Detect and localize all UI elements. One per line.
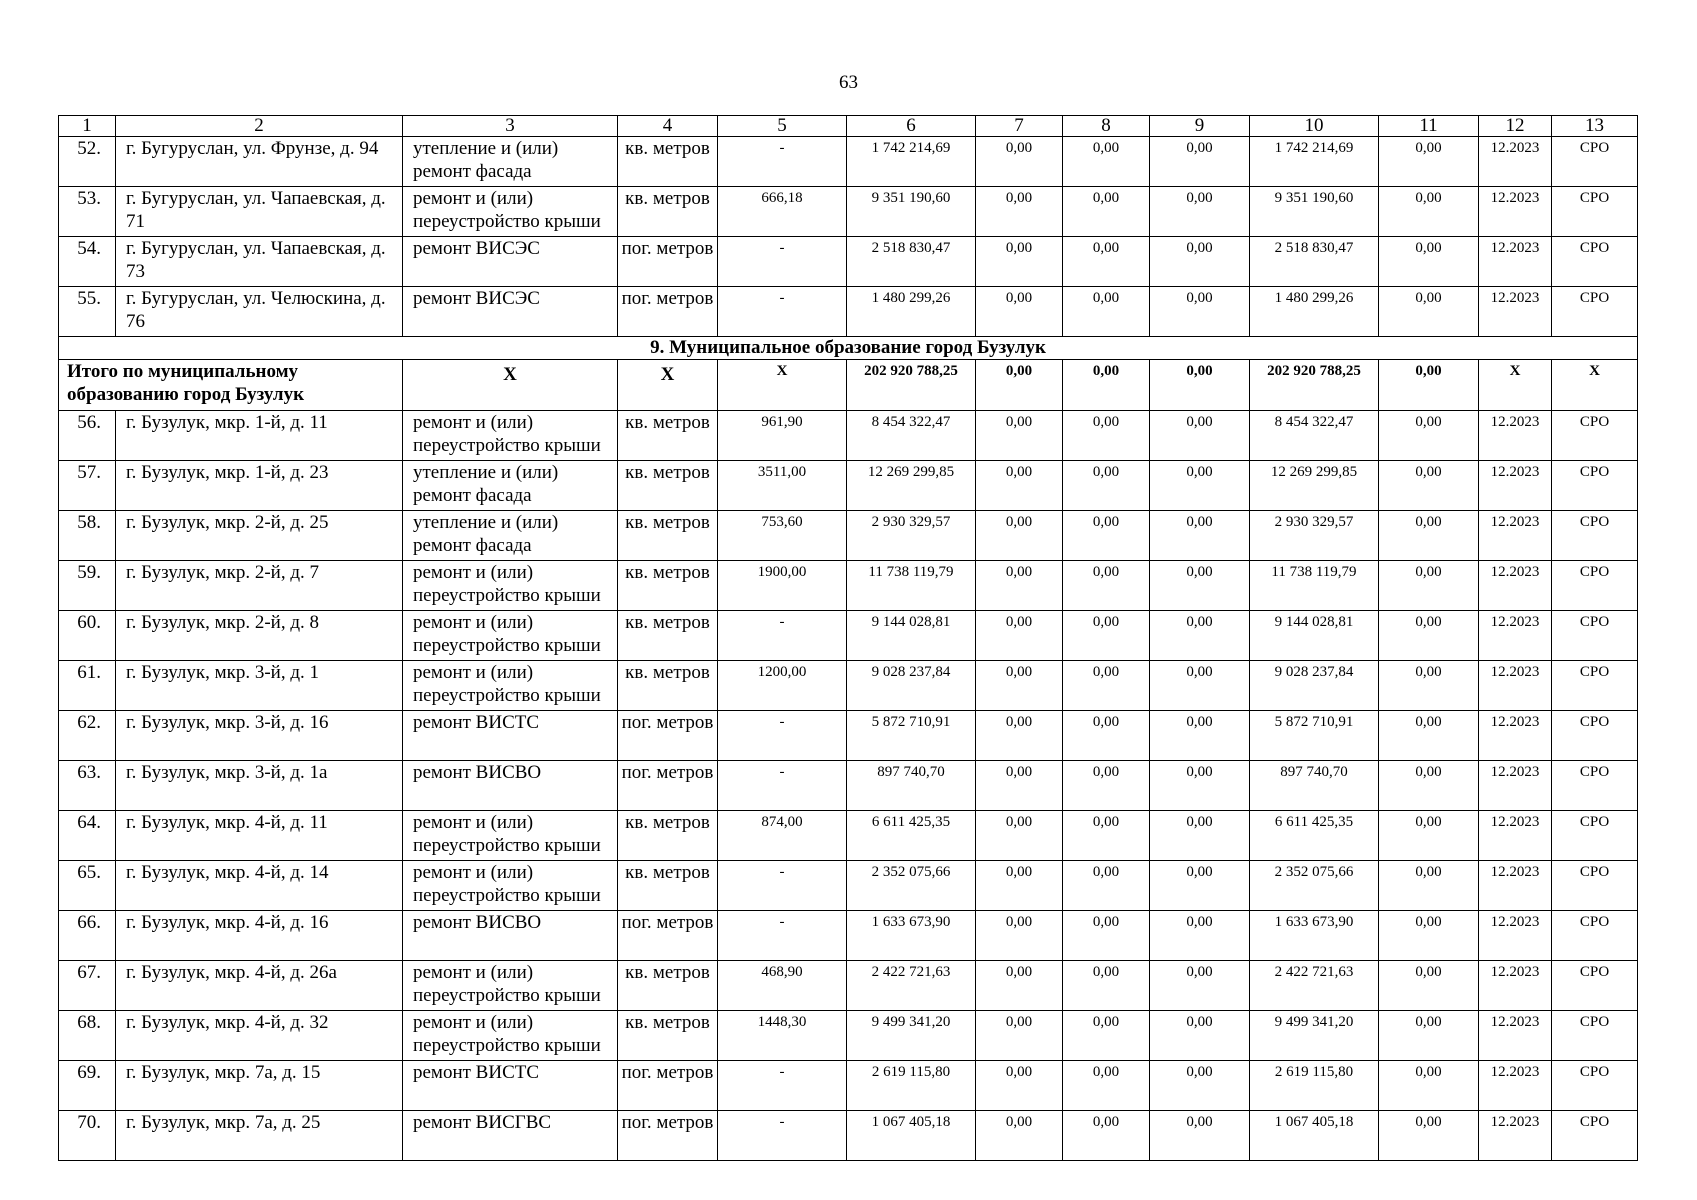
value-cell: 0,00 xyxy=(1150,511,1250,561)
method-cell: СРО xyxy=(1552,1061,1638,1111)
value-cell: 0,00 xyxy=(1379,511,1479,561)
method-cell: СРО xyxy=(1552,137,1638,187)
work-type-cell: утепление и (или) ремонт фасада xyxy=(403,137,618,187)
fund-cost-cell: 2 930 329,57 xyxy=(1250,511,1379,561)
method-cell: СРО xyxy=(1552,287,1638,337)
table-row xyxy=(59,561,1638,611)
total-fund-cell: 202 920 788,25 xyxy=(1250,360,1379,411)
column-number: 10 xyxy=(1250,116,1379,137)
column-number: 7 xyxy=(976,116,1063,137)
deadline-cell: 12.2023 xyxy=(1479,1011,1552,1061)
deadline-cell: 12.2023 xyxy=(1479,961,1552,1011)
value-cell: 0,00 xyxy=(1063,137,1150,187)
address-cell: г. Бузулук, мкр. 3-й, д. 1 xyxy=(116,661,403,711)
row-number: 55. xyxy=(59,287,116,337)
value-cell: 0,00 xyxy=(1150,861,1250,911)
total-cost-cell: 2 422 721,63 xyxy=(847,961,976,1011)
total-cost-cell: 897 740,70 xyxy=(847,761,976,811)
column-number: 2 xyxy=(116,116,403,137)
column-number: 11 xyxy=(1379,116,1479,137)
quantity-cell: - xyxy=(718,287,847,337)
value-cell: 0,00 xyxy=(1063,811,1150,861)
total-cost-cell: 9 499 341,20 xyxy=(847,1011,976,1061)
deadline-cell: 12.2023 xyxy=(1479,287,1552,337)
fund-cost-cell: 5 872 710,91 xyxy=(1250,711,1379,761)
deadline-cell: 12.2023 xyxy=(1479,187,1552,237)
work-type-cell: ремонт и (или) переустройство крыши xyxy=(403,561,618,611)
table-row xyxy=(59,861,1638,911)
quantity-cell: - xyxy=(718,761,847,811)
address-cell: г. Бузулук, мкр. 2-й, д. 25 xyxy=(116,511,403,561)
total-cost-cell: 9 144 028,81 xyxy=(847,611,976,661)
value-cell: 0,00 xyxy=(1150,611,1250,661)
quantity-cell: 874,00 xyxy=(718,811,847,861)
address-cell: г. Бузулук, мкр. 4-й, д. 26а xyxy=(116,961,403,1011)
fund-cost-cell: 6 611 425,35 xyxy=(1250,811,1379,861)
total-cost-cell: 5 872 710,91 xyxy=(847,711,976,761)
value-cell: 0,00 xyxy=(976,961,1063,1011)
value-cell: 0,00 xyxy=(976,137,1063,187)
row-number: 70. xyxy=(59,1111,116,1161)
value-cell: 0,00 xyxy=(976,761,1063,811)
method-cell: СРО xyxy=(1552,761,1638,811)
address-cell: г. Бугуруслан, ул. Челюскина, д. 76 xyxy=(116,287,403,337)
total-row xyxy=(59,360,1638,411)
quantity-cell: 1448,30 xyxy=(718,1011,847,1061)
value-cell: 0,00 xyxy=(1379,411,1479,461)
work-type-cell: ремонт и (или) переустройство крыши xyxy=(403,611,618,661)
column-number: 5 xyxy=(718,116,847,137)
column-number: 8 xyxy=(1063,116,1150,137)
column-number: 9 xyxy=(1150,116,1250,137)
row-number: 52. xyxy=(59,137,116,187)
value-cell: 0,00 xyxy=(1063,961,1150,1011)
total-cost-cell: 1 742 214,69 xyxy=(847,137,976,187)
value-cell: 0,00 xyxy=(1063,661,1150,711)
value-cell: 0,00 xyxy=(1150,411,1250,461)
row-number: 64. xyxy=(59,811,116,861)
section-row xyxy=(59,337,1638,360)
value-cell: 0,00 xyxy=(976,711,1063,761)
row-number: 58. xyxy=(59,511,116,561)
deadline-cell: 12.2023 xyxy=(1479,911,1552,961)
method-cell: СРО xyxy=(1552,911,1638,961)
table-row xyxy=(59,711,1638,761)
work-type-cell: ремонт ВИСГВС xyxy=(403,1111,618,1161)
value-cell: 0,00 xyxy=(1379,137,1479,187)
value-cell: 0,00 xyxy=(1379,237,1479,287)
value-cell: 0,00 xyxy=(1379,761,1479,811)
column-number: 3 xyxy=(403,116,618,137)
value-cell: 0,00 xyxy=(1063,187,1150,237)
work-type-cell: ремонт ВИСЭС xyxy=(403,287,618,337)
unit-cell: кв. метров xyxy=(618,611,718,661)
fund-cost-cell: 897 740,70 xyxy=(1250,761,1379,811)
deadline-cell: 12.2023 xyxy=(1479,237,1552,287)
fund-cost-cell: 2 518 830,47 xyxy=(1250,237,1379,287)
address-cell: г. Бузулук, мкр. 2-й, д. 7 xyxy=(116,561,403,611)
total-value-cell: 0,00 xyxy=(1063,360,1150,411)
unit-cell: кв. метров xyxy=(618,661,718,711)
quantity-cell: - xyxy=(718,711,847,761)
method-cell: СРО xyxy=(1552,611,1638,661)
table-row xyxy=(59,1111,1638,1161)
total-x-cell: Х xyxy=(618,360,718,411)
unit-cell: пог. метров xyxy=(618,711,718,761)
row-number: 53. xyxy=(59,187,116,237)
table-row xyxy=(59,237,1638,287)
deadline-cell: 12.2023 xyxy=(1479,611,1552,661)
repair-program-table xyxy=(58,115,1638,1161)
value-cell: 0,00 xyxy=(1379,561,1479,611)
fund-cost-cell: 1 067 405,18 xyxy=(1250,1111,1379,1161)
fund-cost-cell: 2 422 721,63 xyxy=(1250,961,1379,1011)
value-cell: 0,00 xyxy=(1379,1061,1479,1111)
address-cell: г. Бугуруслан, ул. Фрунзе, д. 94 xyxy=(116,137,403,187)
work-type-cell: ремонт ВИСТС xyxy=(403,711,618,761)
method-cell: СРО xyxy=(1552,811,1638,861)
total-cost-cell: 1 633 673,90 xyxy=(847,911,976,961)
value-cell: 0,00 xyxy=(976,1061,1063,1111)
work-type-cell: ремонт и (или) переустройство крыши xyxy=(403,411,618,461)
value-cell: 0,00 xyxy=(1063,711,1150,761)
value-cell: 0,00 xyxy=(1379,911,1479,961)
table-row xyxy=(59,661,1638,711)
value-cell: 0,00 xyxy=(976,237,1063,287)
column-number: 6 xyxy=(847,116,976,137)
value-cell: 0,00 xyxy=(1063,287,1150,337)
unit-cell: кв. метров xyxy=(618,137,718,187)
work-type-cell: ремонт и (или) переустройство крыши xyxy=(403,811,618,861)
deadline-cell: 12.2023 xyxy=(1479,1111,1552,1161)
value-cell: 0,00 xyxy=(1379,711,1479,761)
quantity-cell: 1200,00 xyxy=(718,661,847,711)
table-row xyxy=(59,511,1638,561)
row-number: 67. xyxy=(59,961,116,1011)
fund-cost-cell: 12 269 299,85 xyxy=(1250,461,1379,511)
value-cell: 0,00 xyxy=(1379,861,1479,911)
fund-cost-cell: 1 480 299,26 xyxy=(1250,287,1379,337)
unit-cell: кв. метров xyxy=(618,961,718,1011)
work-type-cell: утепление и (или) ремонт фасада xyxy=(403,511,618,561)
unit-cell: пог. метров xyxy=(618,761,718,811)
unit-cell: пог. метров xyxy=(618,287,718,337)
value-cell: 0,00 xyxy=(1379,1111,1479,1161)
total-cost-cell: 9 351 190,60 xyxy=(847,187,976,237)
deadline-cell: 12.2023 xyxy=(1479,137,1552,187)
unit-cell: кв. метров xyxy=(618,187,718,237)
column-number: 12 xyxy=(1479,116,1552,137)
address-cell: г. Бузулук, мкр. 4-й, д. 16 xyxy=(116,911,403,961)
value-cell: 0,00 xyxy=(1150,137,1250,187)
total-cost-cell: 12 269 299,85 xyxy=(847,461,976,511)
total-x-cell: Х xyxy=(718,360,847,411)
value-cell: 0,00 xyxy=(1063,911,1150,961)
unit-cell: кв. метров xyxy=(618,1011,718,1061)
total-cost-cell: 11 738 119,79 xyxy=(847,561,976,611)
method-cell: СРО xyxy=(1552,861,1638,911)
method-cell: СРО xyxy=(1552,1011,1638,1061)
method-cell: СРО xyxy=(1552,411,1638,461)
value-cell: 0,00 xyxy=(1063,411,1150,461)
value-cell: 0,00 xyxy=(1150,1111,1250,1161)
unit-cell: кв. метров xyxy=(618,811,718,861)
table-row xyxy=(59,187,1638,237)
deadline-cell: 12.2023 xyxy=(1479,411,1552,461)
value-cell: 0,00 xyxy=(1150,961,1250,1011)
address-cell: г. Бузулук, мкр. 2-й, д. 8 xyxy=(116,611,403,661)
table-row xyxy=(59,811,1638,861)
column-number: 13 xyxy=(1552,116,1638,137)
total-cost-cell: 6 611 425,35 xyxy=(847,811,976,861)
row-number: 59. xyxy=(59,561,116,611)
total-cost-cell: 9 028 237,84 xyxy=(847,661,976,711)
quantity-cell: 468,90 xyxy=(718,961,847,1011)
value-cell: 0,00 xyxy=(1150,187,1250,237)
unit-cell: пог. метров xyxy=(618,1111,718,1161)
quantity-cell: 1900,00 xyxy=(718,561,847,611)
table-row xyxy=(59,961,1638,1011)
column-number-header-row xyxy=(59,116,1638,137)
quantity-cell: - xyxy=(718,1111,847,1161)
deadline-cell: 12.2023 xyxy=(1479,461,1552,511)
address-cell: г. Бузулук, мкр. 3-й, д. 1а xyxy=(116,761,403,811)
value-cell: 0,00 xyxy=(1063,861,1150,911)
fund-cost-cell: 8 454 322,47 xyxy=(1250,411,1379,461)
value-cell: 0,00 xyxy=(1379,461,1479,511)
table-row xyxy=(59,461,1638,511)
table-row xyxy=(59,761,1638,811)
deadline-cell: 12.2023 xyxy=(1479,561,1552,611)
total-x-cell: Х xyxy=(1552,360,1638,411)
fund-cost-cell: 11 738 119,79 xyxy=(1250,561,1379,611)
quantity-cell: - xyxy=(718,611,847,661)
deadline-cell: 12.2023 xyxy=(1479,661,1552,711)
value-cell: 0,00 xyxy=(1150,461,1250,511)
value-cell: 0,00 xyxy=(1379,611,1479,661)
value-cell: 0,00 xyxy=(1063,237,1150,287)
value-cell: 0,00 xyxy=(1150,661,1250,711)
quantity-cell: 3511,00 xyxy=(718,461,847,511)
value-cell: 0,00 xyxy=(976,287,1063,337)
value-cell: 0,00 xyxy=(1150,1011,1250,1061)
value-cell: 0,00 xyxy=(976,511,1063,561)
work-type-cell: ремонт и (или) переустройство крыши xyxy=(403,861,618,911)
value-cell: 0,00 xyxy=(976,1011,1063,1061)
unit-cell: пог. метров xyxy=(618,1061,718,1111)
deadline-cell: 12.2023 xyxy=(1479,811,1552,861)
work-type-cell: ремонт ВИСТС xyxy=(403,1061,618,1111)
value-cell: 0,00 xyxy=(976,661,1063,711)
total-x-cell: Х xyxy=(1479,360,1552,411)
unit-cell: пог. метров xyxy=(618,911,718,961)
row-number: 65. xyxy=(59,861,116,911)
value-cell: 0,00 xyxy=(1150,237,1250,287)
total-cost-cell: 2 930 329,57 xyxy=(847,511,976,561)
value-cell: 0,00 xyxy=(1379,187,1479,237)
value-cell: 0,00 xyxy=(1150,811,1250,861)
total-cost-cell: 1 480 299,26 xyxy=(847,287,976,337)
value-cell: 0,00 xyxy=(1150,761,1250,811)
address-cell: г. Бузулук, мкр. 1-й, д. 11 xyxy=(116,411,403,461)
value-cell: 0,00 xyxy=(1063,561,1150,611)
work-type-cell: ремонт ВИСЭС xyxy=(403,237,618,287)
value-cell: 0,00 xyxy=(1150,911,1250,961)
address-cell: г. Бузулук, мкр. 4-й, д. 32 xyxy=(116,1011,403,1061)
row-number: 60. xyxy=(59,611,116,661)
value-cell: 0,00 xyxy=(1063,1111,1150,1161)
column-number: 4 xyxy=(618,116,718,137)
deadline-cell: 12.2023 xyxy=(1479,711,1552,761)
value-cell: 0,00 xyxy=(1379,961,1479,1011)
column-number: 1 xyxy=(59,116,116,137)
method-cell: СРО xyxy=(1552,561,1638,611)
unit-cell: пог. метров xyxy=(618,237,718,287)
table-row xyxy=(59,611,1638,661)
unit-cell: кв. метров xyxy=(618,561,718,611)
fund-cost-cell: 9 144 028,81 xyxy=(1250,611,1379,661)
table-row xyxy=(59,137,1638,187)
work-type-cell: ремонт и (или) переустройство крыши xyxy=(403,661,618,711)
value-cell: 0,00 xyxy=(976,611,1063,661)
value-cell: 0,00 xyxy=(976,187,1063,237)
row-number: 68. xyxy=(59,1011,116,1061)
total-cost-cell: 8 454 322,47 xyxy=(847,411,976,461)
value-cell: 0,00 xyxy=(1150,711,1250,761)
fund-cost-cell: 2 619 115,80 xyxy=(1250,1061,1379,1111)
fund-cost-cell: 9 028 237,84 xyxy=(1250,661,1379,711)
method-cell: СРО xyxy=(1552,237,1638,287)
value-cell: 0,00 xyxy=(1150,287,1250,337)
address-cell: г. Бузулук, мкр. 7а, д. 15 xyxy=(116,1061,403,1111)
value-cell: 0,00 xyxy=(976,861,1063,911)
row-number: 56. xyxy=(59,411,116,461)
method-cell: СРО xyxy=(1552,961,1638,1011)
total-cost-cell: 2 518 830,47 xyxy=(847,237,976,287)
row-number: 62. xyxy=(59,711,116,761)
work-type-cell: ремонт и (или) переустройство крыши xyxy=(403,187,618,237)
value-cell: 0,00 xyxy=(1150,561,1250,611)
value-cell: 0,00 xyxy=(1063,511,1150,561)
quantity-cell: 753,60 xyxy=(718,511,847,561)
row-number: 57. xyxy=(59,461,116,511)
work-type-cell: утепление и (или) ремонт фасада xyxy=(403,461,618,511)
value-cell: 0,00 xyxy=(976,561,1063,611)
address-cell: г. Бугуруслан, ул. Чапаевская, д. 71 xyxy=(116,187,403,237)
table-row xyxy=(59,1061,1638,1111)
value-cell: 0,00 xyxy=(976,911,1063,961)
value-cell: 0,00 xyxy=(1063,611,1150,661)
fund-cost-cell: 1 633 673,90 xyxy=(1250,911,1379,961)
method-cell: СРО xyxy=(1552,187,1638,237)
total-label: Итого по муниципальному образованию город Бузулук xyxy=(59,360,403,411)
address-cell: г. Бузулук, мкр. 7а, д. 25 xyxy=(116,1111,403,1161)
value-cell: 0,00 xyxy=(976,411,1063,461)
value-cell: 0,00 xyxy=(1063,1061,1150,1111)
fund-cost-cell: 2 352 075,66 xyxy=(1250,861,1379,911)
total-cost-cell: 1 067 405,18 xyxy=(847,1111,976,1161)
quantity-cell: 666,18 xyxy=(718,187,847,237)
method-cell: СРО xyxy=(1552,661,1638,711)
method-cell: СРО xyxy=(1552,511,1638,561)
quantity-cell: - xyxy=(718,237,847,287)
value-cell: 0,00 xyxy=(976,461,1063,511)
quantity-cell: - xyxy=(718,1061,847,1111)
total-cost-cell: 2 619 115,80 xyxy=(847,1061,976,1111)
unit-cell: кв. метров xyxy=(618,461,718,511)
page-number: 63 xyxy=(839,72,858,93)
total-value-cell: 0,00 xyxy=(1379,360,1479,411)
deadline-cell: 12.2023 xyxy=(1479,511,1552,561)
total-cost-cell: 2 352 075,66 xyxy=(847,861,976,911)
work-type-cell: ремонт ВИСВО xyxy=(403,911,618,961)
value-cell: 0,00 xyxy=(976,811,1063,861)
address-cell: г. Бузулук, мкр. 1-й, д. 23 xyxy=(116,461,403,511)
row-number: 61. xyxy=(59,661,116,711)
quantity-cell: - xyxy=(718,137,847,187)
address-cell: г. Бузулук, мкр. 4-й, д. 14 xyxy=(116,861,403,911)
method-cell: СРО xyxy=(1552,1111,1638,1161)
section-title: 9. Муниципальное образование город Бузулук xyxy=(59,337,1638,360)
quantity-cell: - xyxy=(718,911,847,961)
quantity-cell: 961,90 xyxy=(718,411,847,461)
fund-cost-cell: 1 742 214,69 xyxy=(1250,137,1379,187)
total-value-cell: 0,00 xyxy=(1150,360,1250,411)
value-cell: 0,00 xyxy=(1063,761,1150,811)
value-cell: 0,00 xyxy=(1063,461,1150,511)
value-cell: 0,00 xyxy=(1063,1011,1150,1061)
value-cell: 0,00 xyxy=(1379,1011,1479,1061)
value-cell: 0,00 xyxy=(1379,661,1479,711)
quantity-cell: - xyxy=(718,861,847,911)
total-value-cell: 0,00 xyxy=(976,360,1063,411)
address-cell: г. Бугуруслан, ул. Чапаевская, д. 73 xyxy=(116,237,403,287)
table-row xyxy=(59,1011,1638,1061)
unit-cell: кв. метров xyxy=(618,411,718,461)
work-type-cell: ремонт и (или) переустройство крыши xyxy=(403,1011,618,1061)
fund-cost-cell: 9 351 190,60 xyxy=(1250,187,1379,237)
table-row xyxy=(59,411,1638,461)
unit-cell: кв. метров xyxy=(618,861,718,911)
address-cell: г. Бузулук, мкр. 3-й, д. 16 xyxy=(116,711,403,761)
fund-cost-cell: 9 499 341,20 xyxy=(1250,1011,1379,1061)
value-cell: 0,00 xyxy=(976,1111,1063,1161)
row-number: 66. xyxy=(59,911,116,961)
value-cell: 0,00 xyxy=(1379,811,1479,861)
row-number: 63. xyxy=(59,761,116,811)
unit-cell: кв. метров xyxy=(618,511,718,561)
total-cost-cell: 202 920 788,25 xyxy=(847,360,976,411)
row-number: 69. xyxy=(59,1061,116,1111)
row-number: 54. xyxy=(59,237,116,287)
total-x-cell: Х xyxy=(403,360,618,411)
value-cell: 0,00 xyxy=(1379,287,1479,337)
value-cell: 0,00 xyxy=(1150,1061,1250,1111)
table-row xyxy=(59,287,1638,337)
method-cell: СРО xyxy=(1552,461,1638,511)
deadline-cell: 12.2023 xyxy=(1479,861,1552,911)
method-cell: СРО xyxy=(1552,711,1638,761)
deadline-cell: 12.2023 xyxy=(1479,761,1552,811)
address-cell: г. Бузулук, мкр. 4-й, д. 11 xyxy=(116,811,403,861)
deadline-cell: 12.2023 xyxy=(1479,1061,1552,1111)
work-type-cell: ремонт ВИСВО xyxy=(403,761,618,811)
work-type-cell: ремонт и (или) переустройство крыши xyxy=(403,961,618,1011)
table-row xyxy=(59,911,1638,961)
